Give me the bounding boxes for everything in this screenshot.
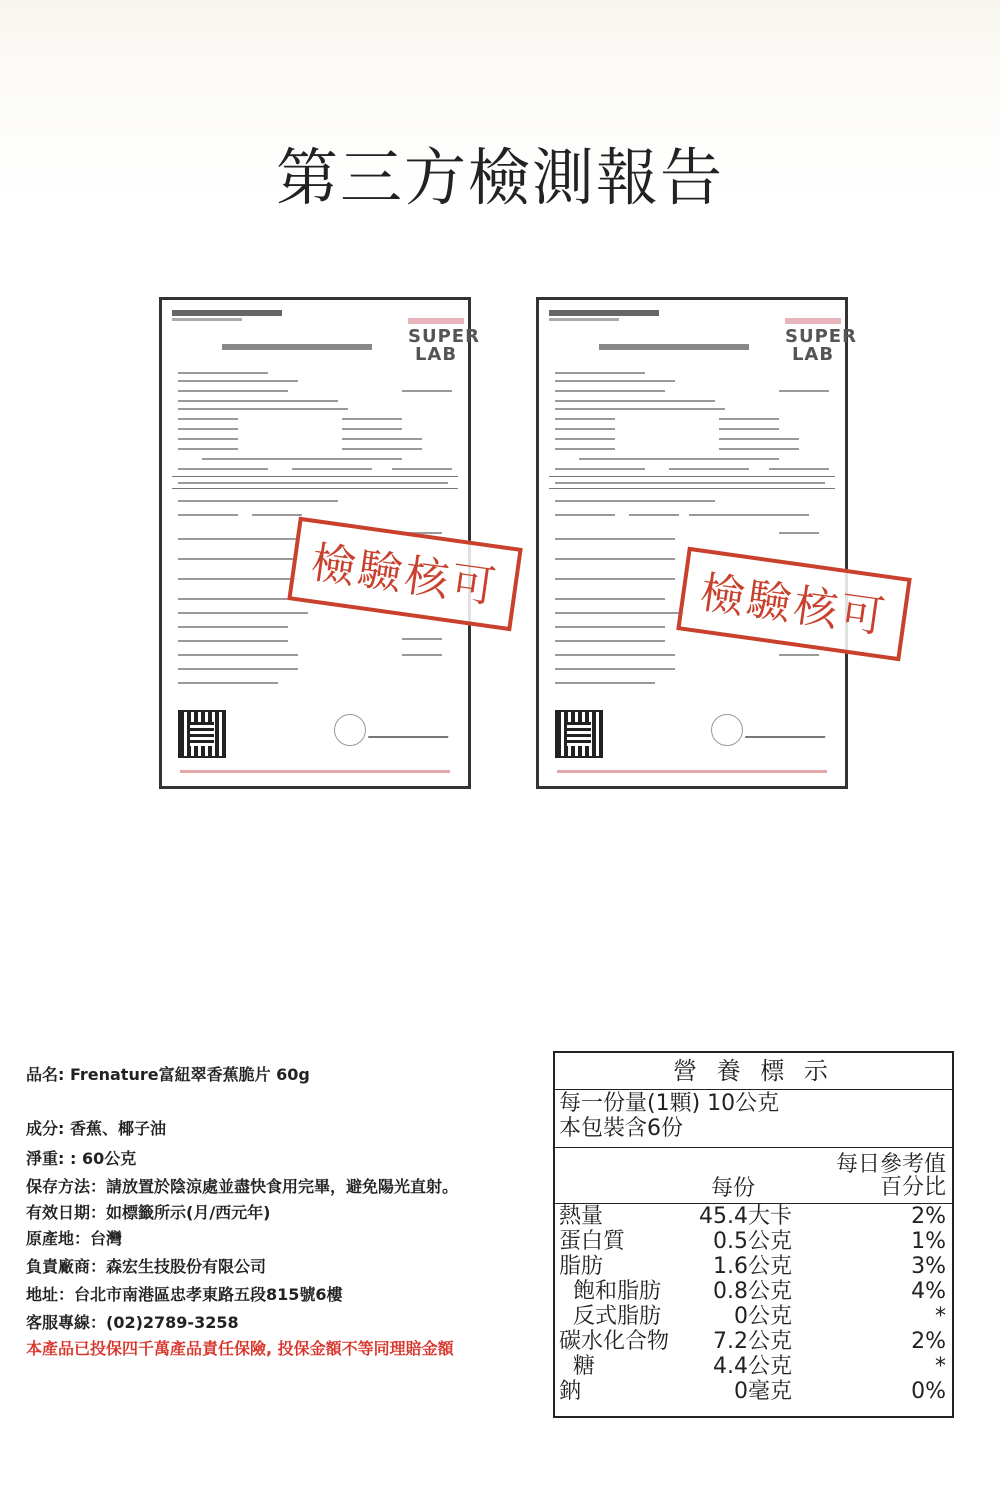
report-header-sub [172, 318, 242, 321]
nutrition-title: 營 養 標 示 [555, 1053, 952, 1090]
qr-code [557, 712, 601, 756]
page-title: 第三方檢測報告 [275, 141, 724, 214]
test-report-1 [159, 297, 502, 789]
nutrient-value: 0公克 [734, 1304, 792, 1329]
nutrient-name: 蛋白質 [559, 1229, 626, 1254]
col-per-serving: 每份 [711, 1176, 756, 1201]
approval-stamp: 檢驗核可 [287, 517, 522, 632]
test-report-2 [536, 297, 891, 789]
nutrient-name: 糖 [559, 1354, 595, 1379]
product-manufacturer: 負責廠商：森宏生技股份有限公司 [26, 1257, 267, 1276]
serving-size: 每一份量(1顆) 10公克 [559, 1091, 780, 1116]
report-heading [599, 344, 749, 350]
report-header-bar [172, 310, 282, 316]
nutrient-percent: 3% [911, 1254, 946, 1279]
nutrient-value: 4.4公克 [713, 1354, 792, 1379]
signature [368, 726, 452, 738]
product-net-weight: 淨重: : 60公克 [26, 1149, 137, 1168]
nutrient-value: 0.5公克 [713, 1229, 792, 1254]
lab-seal [334, 714, 366, 746]
nutrient-percent: 0% [911, 1379, 946, 1404]
nutrient-name: 碳水化合物 [559, 1329, 670, 1354]
report-header-sub [549, 318, 619, 321]
product-expiry: 有效日期：如標籤所示(月/西元年) [26, 1203, 271, 1222]
nutrient-name: 反式脂肪 [559, 1304, 661, 1329]
col-daily-percent: 百分比 [879, 1175, 946, 1200]
lab-logo: SUPER LAB [785, 318, 841, 368]
nutrient-value: 0毫克 [734, 1379, 792, 1404]
nutrient-name: 飽和脂肪 [559, 1279, 661, 1304]
nutrient-percent: * [935, 1354, 946, 1379]
lab-logo: SUPER LAB [408, 318, 464, 368]
nutrition-table [553, 1051, 954, 1418]
lab-seal [711, 714, 743, 746]
product-name: 品名: Frenature富紐翠香蕉脆片 60g [26, 1065, 310, 1084]
nutrient-name: 鈉 [559, 1379, 582, 1404]
nutrient-name: 熱量 [559, 1204, 604, 1229]
product-storage: 保存方法：請放置於陰涼處並盡快食用完畢，避免陽光直射。 [26, 1177, 459, 1196]
servings-per-pack: 本包裝含6份 [559, 1116, 683, 1141]
nutrient-percent: * [935, 1304, 946, 1329]
nutrient-percent: 2% [911, 1329, 946, 1354]
signature [745, 726, 829, 738]
insurance-notice: 本產品已投保四千萬產品責任保險, 投保金額不等同理賠金額 [26, 1339, 454, 1358]
nutrient-percent: 4% [911, 1279, 946, 1304]
serving-info [559, 1091, 779, 1141]
nutrient-name: 脂肪 [559, 1254, 604, 1279]
col-daily-value: 每日參考值 [835, 1152, 946, 1177]
product-ingredients: 成分: 香蕉、椰子油 [26, 1119, 166, 1138]
report-footer-bar [557, 770, 827, 773]
report-header-bar [549, 310, 659, 316]
report-footer-bar [180, 770, 450, 773]
nutrient-percent: 2% [911, 1204, 946, 1229]
report-heading [222, 344, 372, 350]
nutrient-value: 45.4大卡 [699, 1204, 792, 1229]
product-origin: 原產地：台灣 [26, 1229, 123, 1248]
approval-stamp: 檢驗核可 [676, 547, 911, 662]
nutrient-value: 0.8公克 [713, 1279, 792, 1304]
qr-code [180, 712, 224, 756]
product-hotline: 客服專線：(02)2789-3258 [26, 1313, 239, 1332]
product-address: 地址：台北市南港區忠孝東路五段815號6樓 [26, 1285, 343, 1304]
nutrient-value: 7.2公克 [713, 1329, 792, 1354]
nutrient-value: 1.6公克 [713, 1254, 792, 1279]
nutrient-percent: 1% [911, 1229, 946, 1254]
